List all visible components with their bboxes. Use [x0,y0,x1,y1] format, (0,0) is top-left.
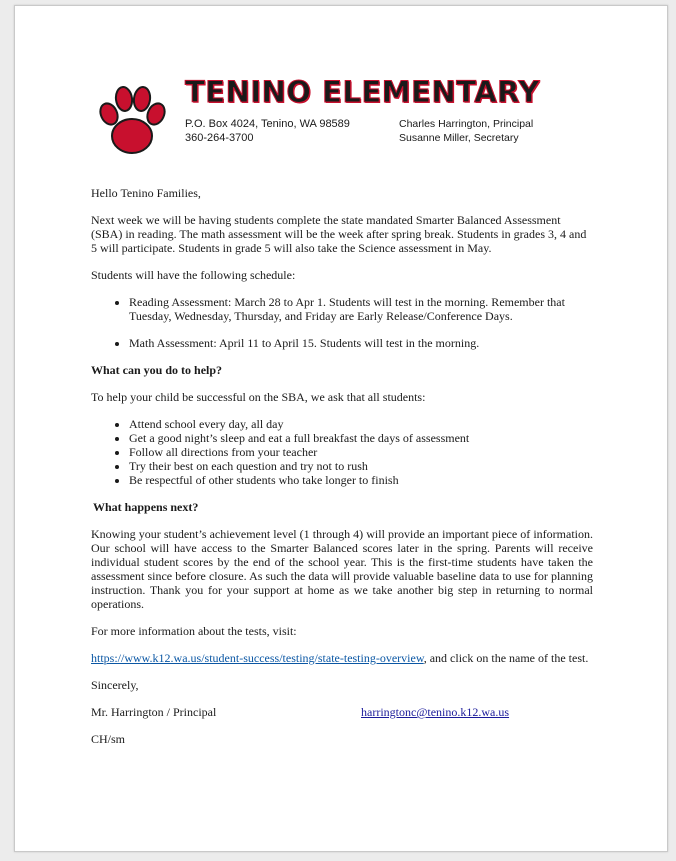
link-suffix: , and click on the name of the test. [423,651,589,665]
link-paragraph [91,651,593,665]
secretary-name: Susanne Miller, Secretary [399,132,519,144]
next-heading: What happens next? [93,500,199,514]
greeting: Hello Tenino Families, [91,186,201,200]
help-list [91,417,593,487]
help-intro: To help your child be successful on the SBA, we ask that all students: [91,390,426,404]
school-contact [185,117,350,145]
list-item: • Attend school every day, all day [129,417,593,431]
list-item: • Math Assessment: April 11 to April 15. Students will test in the morning. [129,336,593,350]
initials: CH/sm [91,732,126,746]
list-item: • Reading Assessment: March 28 to Apr 1. Students will test in the morning. Remember that Tuesday, Wednesday, Thursday, and Friday are Early Release/Conference Days. [129,295,593,323]
schedule-intro: Students will have the following schedule: [91,268,296,282]
list-item: • Follow all directions from your teacher [129,445,593,459]
list-item: • Be respectful of other students who take longer to finish [129,473,593,487]
help-heading: What can you do to help? [91,363,223,377]
staff-contact [399,117,533,145]
school-address: P.O. Box 4024, Tenino, WA 98589 [185,118,350,130]
email-link[interactable]: harringtonc@tenino.k12.wa.us [361,705,510,719]
letter-body [91,186,593,746]
intro-paragraph: Next week we will be having students complete the state mandated Smarter Balanced Assessment (SBA) in reading. The math assessment will be the week after spring break. Students in grades 3, 4 and 5 will participate. Students in grade 5 will also take the Science assessment in May. [91,213,587,255]
next-paragraph: Knowing your student’s achievement level (1 through 4) will provide an important piece of information. Our school will have access to the Smarter Balanced scores later in the spring. Parents will receive individual student scores by the end of the school year. This is the first-time students have taken the assessment since before closure. As such the data will provide valuable baseline data to use for planning instruction. Thank you for your support at home as we take another big step in returning to normal operations. [91,527,593,611]
paw-print-icon [95,84,169,162]
document-page [14,5,668,852]
signature-row [91,705,593,719]
principal-name: Charles Harrington, Principal [399,118,534,130]
schedule-list [91,295,593,350]
testing-overview-link[interactable]: https://www.k12.wa.us/student-success/testing/state-testing-overview [91,651,424,665]
list-item: • Try their best on each question and try not to rush [129,459,593,473]
more-info-text: For more information about the tests, visit: [91,624,297,638]
closing: Sincerely, [91,678,139,692]
signature-name: Mr. Harrington / Principal [91,705,217,719]
school-name: TENINO ELEMENTARY [185,75,540,109]
list-item: • Get a good night’s sleep and eat a full breakfast the days of assessment [129,431,593,445]
school-phone: 360-264-3700 [185,132,254,144]
